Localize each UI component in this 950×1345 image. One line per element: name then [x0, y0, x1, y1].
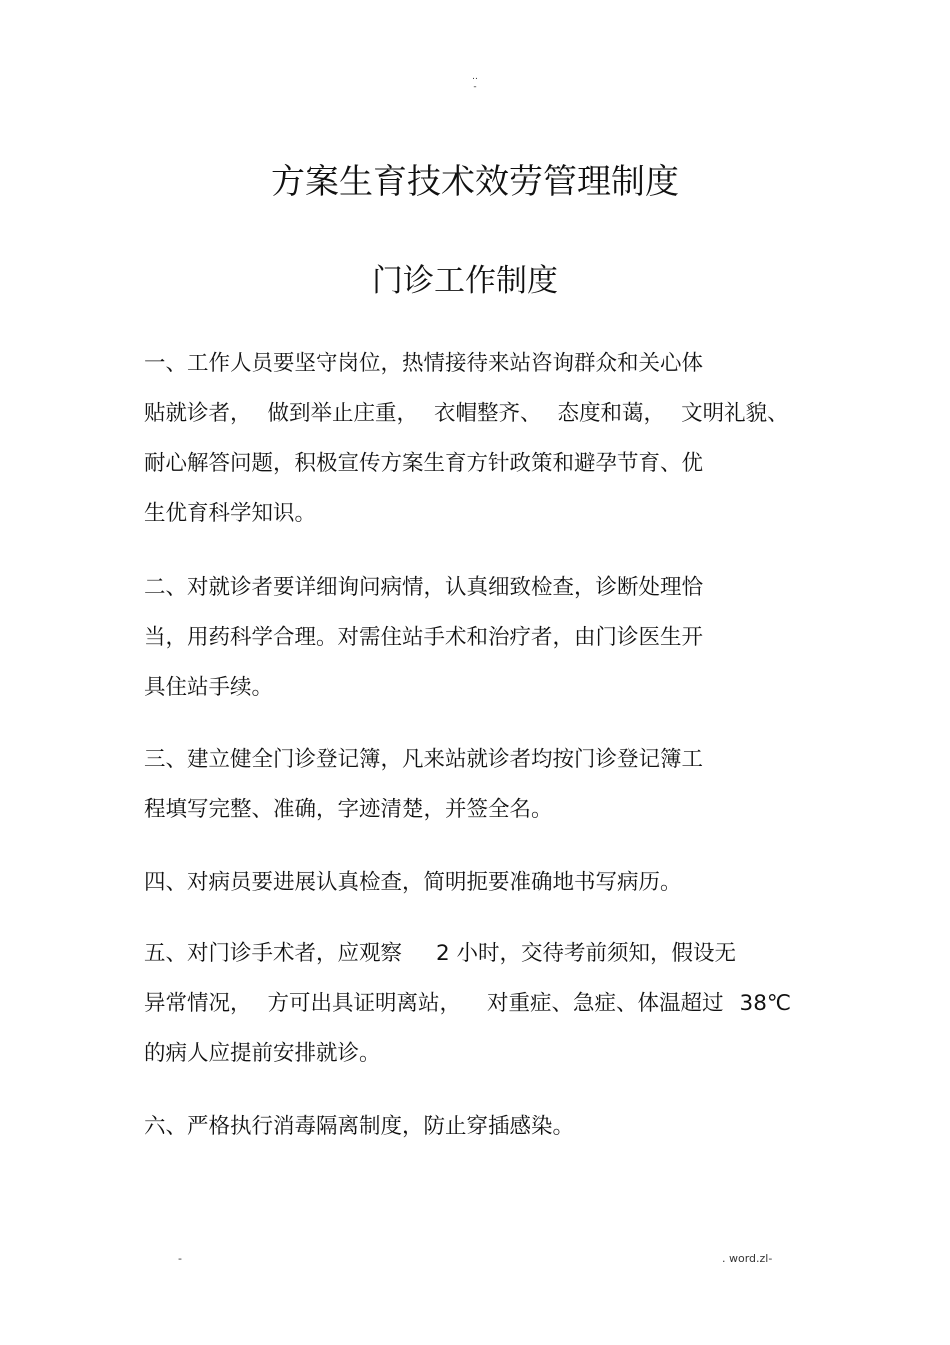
header-mark-bottom: -	[473, 82, 477, 92]
rule-3	[144, 735, 824, 835]
rule-5-line-1	[144, 929, 824, 979]
footer-left-mark: -	[178, 1252, 182, 1265]
header-mark	[0, 72, 950, 92]
header-mark-top: ..	[472, 72, 478, 82]
rule-4	[144, 858, 824, 908]
footer-source: . word.zl-	[722, 1252, 773, 1265]
rule-2	[144, 563, 824, 713]
rule-6-line-1: 六、严格执行消毒隔离制度，防止穿插感染。	[144, 1114, 575, 1139]
rule-1-line-3: 耐心解答问题，积极宣传方案生育方针政策和避孕节育、优	[144, 451, 704, 476]
rule-1-line-2-seg-5: 文明礼貌、	[681, 401, 789, 426]
rule-5	[144, 929, 824, 1079]
rule-1-line-2-seg-1: 贴就诊者，	[144, 401, 252, 426]
rule-4-line-1: 四、对病员要进展认真检查，简明扼要准确地书写病历。	[144, 870, 682, 895]
rule-5-line-3: 的病人应提前安排就诊。	[144, 1041, 381, 1066]
rule-1-line-2	[144, 389, 824, 439]
rule-2-line-2: 当，用药科学合理。对需住站手术和治疗者，由门诊医生开	[144, 625, 704, 650]
rule-5-line-1-seg-2: 2 小时，交待考前须知，假设无	[436, 941, 737, 966]
rule-5-line-2-seg-4: 38℃	[739, 991, 792, 1016]
rule-5-line-2-seg-1: 异常情况，	[144, 991, 252, 1016]
rule-1	[144, 339, 824, 539]
rule-1-line-2-seg-2: 做到举止庄重，	[267, 401, 419, 426]
rule-1-line-2-seg-3: 衣帽整齐、	[434, 401, 542, 426]
document-title: 方案生育技术效劳管理制度	[271, 162, 679, 202]
rule-1-line-1: 一、工作人员要坚守岗位，热情接待来站咨询群众和关心体	[144, 351, 704, 376]
rule-5-line-2-seg-3: 对重症、急症、体温超过	[487, 991, 724, 1016]
rule-5-line-1-seg-1: 五、对门诊手术者，应观察	[144, 941, 403, 966]
rule-1-line-4: 生优育科学知识。	[144, 501, 317, 526]
rule-2-line-3: 具住站手续。	[144, 675, 274, 700]
rule-1-line-2-seg-4: 态度和蔼，	[557, 401, 666, 426]
rule-5-line-2	[144, 979, 824, 1029]
document-subtitle: 门诊工作制度	[372, 263, 558, 299]
rule-6	[144, 1102, 824, 1152]
rule-3-line-2: 程填写完整、准确，字迹清楚，并签全名。	[144, 797, 553, 822]
rule-5-line-2-seg-2: 方可出具证明离站，	[267, 991, 462, 1016]
rule-3-line-1: 三、建立健全门诊登记簿，凡来站就诊者均按门诊登记簿工	[144, 747, 704, 772]
rule-2-line-1: 二、对就诊者要详细询问病情，认真细致检查，诊断处理恰	[144, 575, 704, 600]
